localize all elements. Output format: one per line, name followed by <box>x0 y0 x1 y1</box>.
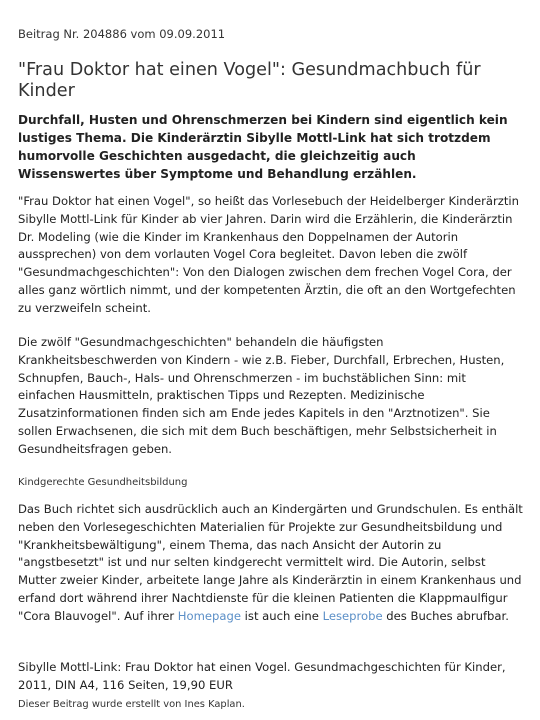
article-lead: Durchfall, Husten und Ohrenschmerzen bei Kindern sind eigentlich kein lustiges Thema. Die Kinderärztin Sibylle Mottl-Link hat sich trotzdem humorvolle Geschichten ausgedacht, die gleichzeitig auch Wissenswertes über Symptome und Behandlung erzählen. <box>18 113 508 181</box>
leseprobe-link[interactable]: Leseprobe <box>322 608 383 623</box>
section-heading: Kindgerechte Gesundheitsbildung <box>18 477 188 488</box>
article-paragraph-1: "Frau Doktor hat einen Vogel", so heißt das Vorlesebuch der Heidelberger Kinderärztin Sibylle Mottl-Link für Kinder ab vier Jahren. Darin wird die Erzählerin, die Kinderärztin Dr. Modeling (wie die Kinder im Krankenhaus den Doppelnamen der Autorin aussprechen) von dem vorlauten Vogel Cora begleitet. Davon leben die zwölf "Gesundmachgeschichten": Von den Dialogen zwischen dem frechen Vogel Cora, der alles ganz wörtlich nimmt, und der kompetenten Ärztin, die oft an den Wortgefechten zu verzweifeln scheint. <box>18 194 519 315</box>
book-info: Sibylle Mottl-Link: Frau Doktor hat einen Vogel. Gesundmachgeschichten für Kinder, 2011, DIN A4, 116 Seiten, 19,90 EUR <box>18 660 506 692</box>
article-paragraph-2: Die zwölf "Gesundmachgeschichten" behandeln die häufigsten Krankheitsbeschwerden von Kindern - wie z.B. Fieber, Durchfall, Erbrechen, Husten, Schnupfen, Bauch-, Hals- und Ohrenschmerzen - im buchstäblichen Sinn: mit einfachen Hausmitteln, praktischen Tipps und Rezepten. Medizinische Zusatzinformationen finden sich am Ende jedes Kapitels in den "Arztnotizen". Sie sollen Erwachsenen, die sich mit dem Buch beschäftigen, mehr Selbstsicherheit in Gesundheitsfragen geben. <box>18 335 505 456</box>
author-footer: Dieser Beitrag wurde erstellt von Ines Kaplan. <box>18 699 245 710</box>
article-paragraph-3 <box>18 501 524 626</box>
article-title: "Frau Doktor hat einen Vogel": Gesundmachbuch für Kinder <box>18 60 481 101</box>
paragraph-3-text: Das Buch richtet sich ausdrücklich auch an Kindergärten und Grundschulen. Es enthält neben den Vorlesegeschichten Materialien für Projekte zur Gesundheitsbildung und "Krankheitsbewältigung", einem Thema, das nach Ansicht der Autorin zu "angstbesetzt" ist und nur selten kindgerecht vermittelt wird. Die Autorin, selbst Mutter zweier Kinder, arbeitete lange Jahre als Kinderärztin in einem Krankenhaus und erfand dort während ihrer Nachtdienste für die kleinen Patienten die Klappmaulfigur "Cora Blauvogel". Auf ihrer <box>18 502 523 623</box>
paragraph-3-end: des Buches abrufbar. <box>382 608 509 623</box>
homepage-link[interactable]: Homepage <box>177 608 241 623</box>
paragraph-3-middle: ist auch eine <box>241 608 323 623</box>
article-meta: Beitrag Nr. 204886 vom 09.09.2011 <box>18 27 226 41</box>
